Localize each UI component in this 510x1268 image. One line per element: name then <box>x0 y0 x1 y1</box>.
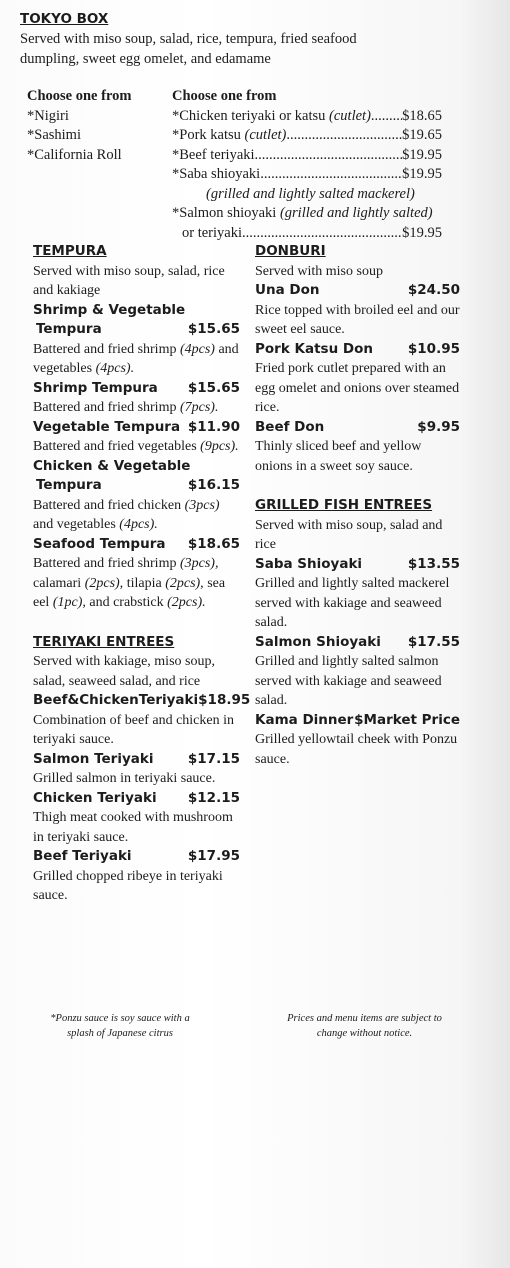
menu-item-name-row: Beef Teriyaki $17.95 <box>33 847 240 867</box>
menu-item-name-row: Shrimp Tempura $15.65 <box>33 379 240 399</box>
grilled-description: Served with miso soup, salad and rice <box>255 517 443 552</box>
menu-item-name-row: Salmon Teriyaki $17.15 <box>33 750 240 770</box>
tempura-description: Served with miso soup, salad, rice and kakiage <box>33 263 225 298</box>
tokyo-box-col2 <box>172 87 442 243</box>
donburi-title: DONBURI <box>255 243 326 259</box>
col1-item: *California Roll <box>27 146 122 163</box>
option-price: $19.95 <box>402 146 442 163</box>
teriyaki-description: Served with kakiage, miso soup, salad, seaweed salad, and rice <box>33 654 215 689</box>
menu-item-name: Chicken & Vegetable <box>33 457 191 474</box>
option-price: $18.65 <box>402 107 442 124</box>
menu-item-price: $15.65 <box>187 379 240 396</box>
right-column <box>255 242 460 769</box>
menu-item-price: $16.15 <box>187 477 240 493</box>
footer-note-prices: Prices and menu items are subject to change without notice. <box>287 1013 442 1039</box>
col1-item: *Sashimi <box>27 127 81 143</box>
col1-heading: Choose one from <box>27 88 132 104</box>
option-salmon-line2: or teriyaki ..... $19.95 <box>172 224 442 244</box>
menu-item-description: Battered and fried shrimp (3pcs), calamari (2pcs), tilapia (2pcs), sea eel (1pc), and crabstick (2pcs). <box>33 556 226 610</box>
menu-item-name-row: Seafood Tempura $18.65 <box>33 535 240 555</box>
menu-item-price: $11.90 <box>187 418 240 435</box>
menu-item-price: $17.55 <box>407 633 460 650</box>
menu-item-description: Grilled and lightly salted salmon served with kakiage and seaweed salad. <box>255 654 442 708</box>
menu-item-name-row: Salmon Shioyaki $17.55 <box>255 633 460 653</box>
menu-item-name-row: Pork Katsu Don $10.95 <box>255 340 460 360</box>
menu-item-description: Grilled chopped ribeye in teriyaki sauce. <box>33 868 223 903</box>
menu-item-description: Battered and fried vegetables (9pcs). <box>33 439 239 454</box>
option-price: $19.65 <box>402 127 442 143</box>
menu-item-price: $Market Price <box>354 711 460 728</box>
menu-item-price: $18.65 <box>187 535 240 552</box>
option-salmon: *Salmon shioyaki (grilled and lightly salted) <box>172 205 433 221</box>
menu-item-price: $17.15 <box>187 750 240 767</box>
option-beef: *Beef teriyaki ..... $19.95 <box>172 146 442 166</box>
menu-item-description: Battered and fried shrimp (4pcs) and vegetables (4pcs). <box>33 341 239 376</box>
menu-item-price: $13.55 <box>407 555 460 572</box>
menu-item-name-row: Chicken Teriyaki $12.15 <box>33 789 240 809</box>
tokyo-box-col1 <box>27 87 167 165</box>
option-pork: *Pork katsu (cutlet) ..... $19.65 <box>172 126 442 146</box>
menu-item-name-row: Tempura $15.65 <box>33 320 240 340</box>
option-chicken: *Chicken teriyaki or katsu (cutlet) ..... $18.65 <box>172 107 442 127</box>
menu-item-description: Grilled yellowtail cheek with Ponzu sauce. <box>255 732 458 767</box>
donburi-description: Served with miso soup <box>255 263 383 279</box>
menu-item-name-row: Tempura $16.15 <box>33 476 240 496</box>
menu-item-description: Battered and fried shrimp (7pcs). <box>33 400 219 415</box>
menu-item-name-row: Saba Shioyaki $13.55 <box>255 555 460 575</box>
menu-item-name: Shrimp & Vegetable <box>33 301 186 318</box>
menu-item-description: Thigh meat cooked with mushroom in teriyaki sauce. <box>33 810 233 845</box>
menu-item-price: $24.50 <box>407 282 460 298</box>
menu-item-price: $18.95 <box>198 692 251 708</box>
col1-item: *Nigiri <box>27 107 69 124</box>
option-price: $19.95 <box>402 224 442 241</box>
left-column <box>33 242 251 906</box>
menu-item-price: $15.65 <box>187 321 240 337</box>
menu-item-price: $12.15 <box>187 789 240 806</box>
teriyaki-title: TERIYAKI ENTREES <box>33 633 175 650</box>
menu-item-price: $9.95 <box>417 418 460 435</box>
col2-heading: Choose one from <box>172 88 277 104</box>
menu-item-name-row: Beef&ChickenTeriyaki $18.95 <box>33 691 240 711</box>
menu-item-name-row: Una Don $24.50 <box>255 281 460 301</box>
menu-item-name-row: Beef Don $9.95 <box>255 418 460 438</box>
option-saba: *Saba shioyaki ..... $19.95 <box>172 165 442 185</box>
menu-item-description: Grilled and lightly salted mackerel served with kakiage and seaweed salad. <box>255 576 450 630</box>
tempura-title: TEMPURA <box>33 243 107 259</box>
menu-item-description: Thinly sliced beef and yellow onions in a sweet soy sauce. <box>255 439 422 474</box>
menu-item-description: Rice topped with broiled eel and our sweet eel sauce. <box>255 302 460 337</box>
menu-item-name-row: Vegetable Tempura $11.90 <box>33 418 240 438</box>
grilled-title: GRILLED FISH ENTREES <box>255 497 433 513</box>
menu-item-description: Battered and fried chicken (3pcs) and vegetables (4pcs). <box>33 497 220 532</box>
option-saba-note: (grilled and lightly salted mackerel) <box>206 185 415 202</box>
menu-item-price: $10.95 <box>407 340 460 357</box>
menu-item-price: $17.95 <box>187 848 240 864</box>
menu-item-name-row: Kama Dinner $Market Price <box>255 711 460 731</box>
menu-item-description: Fried pork cutlet prepared with an egg omelet and onions over steamed rice. <box>255 361 460 415</box>
footer-note-ponzu: *Ponzu sauce is soy sauce with a splash of Japanese citrus <box>50 1013 190 1039</box>
tokyo-box-description: Served with miso soup, salad, rice, tempura, fried seafood dumpling, sweet egg omelet, and edamame <box>20 31 357 67</box>
menu-item-description: Grilled salmon in teriyaki sauce. <box>33 771 216 786</box>
tokyo-box-title: TOKYO BOX <box>20 11 109 27</box>
menu-item-description: Combination of beef and chicken in teriyaki sauce. <box>33 712 234 747</box>
option-price: $19.95 <box>402 166 442 182</box>
